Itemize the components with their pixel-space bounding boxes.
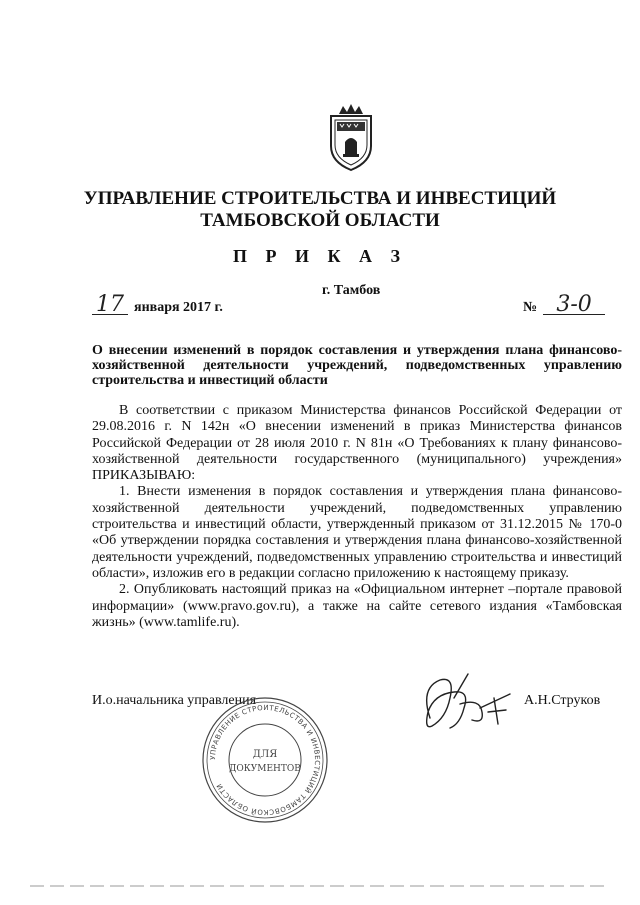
document-subject: О внесении изменений в порядок составления и утверждения плана финансово-хозяйственной деятельности учреждений, подведомственных управлению строительства и инвестиций области	[92, 343, 622, 388]
stamp-center-line-2: ДОКУМЕНТОВ	[229, 764, 301, 774]
preamble-paragraph: В соответствии с приказом Министерства финансов Российской Федерации от 29.08.2016 г. N 142н «О внесении изменений в приказ Министерства финансов Российской Федерации от 28 июля 2010 г. N 81н «О Требованиях к плану финансово-хозяйственной деятельности государственного (муниципального) учреждения» ПРИКАЗЫВАЮ:	[92, 403, 622, 484]
document-body	[92, 403, 622, 631]
document-number	[523, 292, 605, 317]
stamp-ring-text: УПРАВЛЕНИЕ СТРОИТЕЛЬСТВА И ИНВЕСТИЦИЙ ТАМБОВСКОЙ ОБЛАСТИ	[208, 703, 322, 817]
handwritten-signature	[410, 668, 520, 738]
document-date	[92, 292, 223, 317]
order-item-2: 2. Опубликовать настоящий приказ на «Официальном интернет –портале правовой информации» (www.pravo.gov.ru), а также на сайте сетевого издания «Тамбовская жизнь» (www.tamlife.ru).	[92, 582, 622, 630]
page-bottom-dashed-line	[0, 883, 640, 889]
coat-of-arms-emblem	[325, 100, 377, 172]
document-type-title: П Р И К А З	[232, 246, 408, 266]
organization-line-1: УПРАВЛЕНИЕ СТРОИТЕЛЬСТВА И ИНВЕСТИЦИЙ	[83, 188, 557, 209]
order-item-1: 1. Внести изменения в порядок составления и утверждения плана финансово-хозяйственной деятельности учреждений, подведомственных управлению строительства и инвестиций области, утвержденный приказом от 31.12.2015 № 170-0 «Об утверждении порядка составления и утверждения плана финансово-хозяйственной деятельности учреждений, подведомственных управлению строительства и инвестиций области», изложив его в редакции согласно приложению к настоящему приказу.	[92, 484, 622, 581]
signatory-name: А.Н.Струков	[524, 693, 601, 708]
stamp-center-line-1: ДЛЯ	[252, 749, 278, 760]
signatory-position: И.о.начальника управления	[92, 693, 257, 708]
organization-line-2: ТАМБОВСКОЙ ОБЛАСТИ	[200, 210, 440, 231]
city-label: г. Тамбов	[322, 283, 381, 298]
number-value-handwritten: 3-0	[543, 296, 605, 315]
svg-text:УПРАВЛЕНИЕ СТРОИТЕЛЬСТВА И ИНВ	[209, 704, 321, 816]
date-month-year: января 2017 г.	[134, 300, 223, 315]
official-seal-stamp	[200, 695, 330, 825]
number-label: №	[523, 300, 538, 315]
date-day-handwritten: 17	[92, 296, 128, 315]
organization-name	[0, 188, 640, 232]
